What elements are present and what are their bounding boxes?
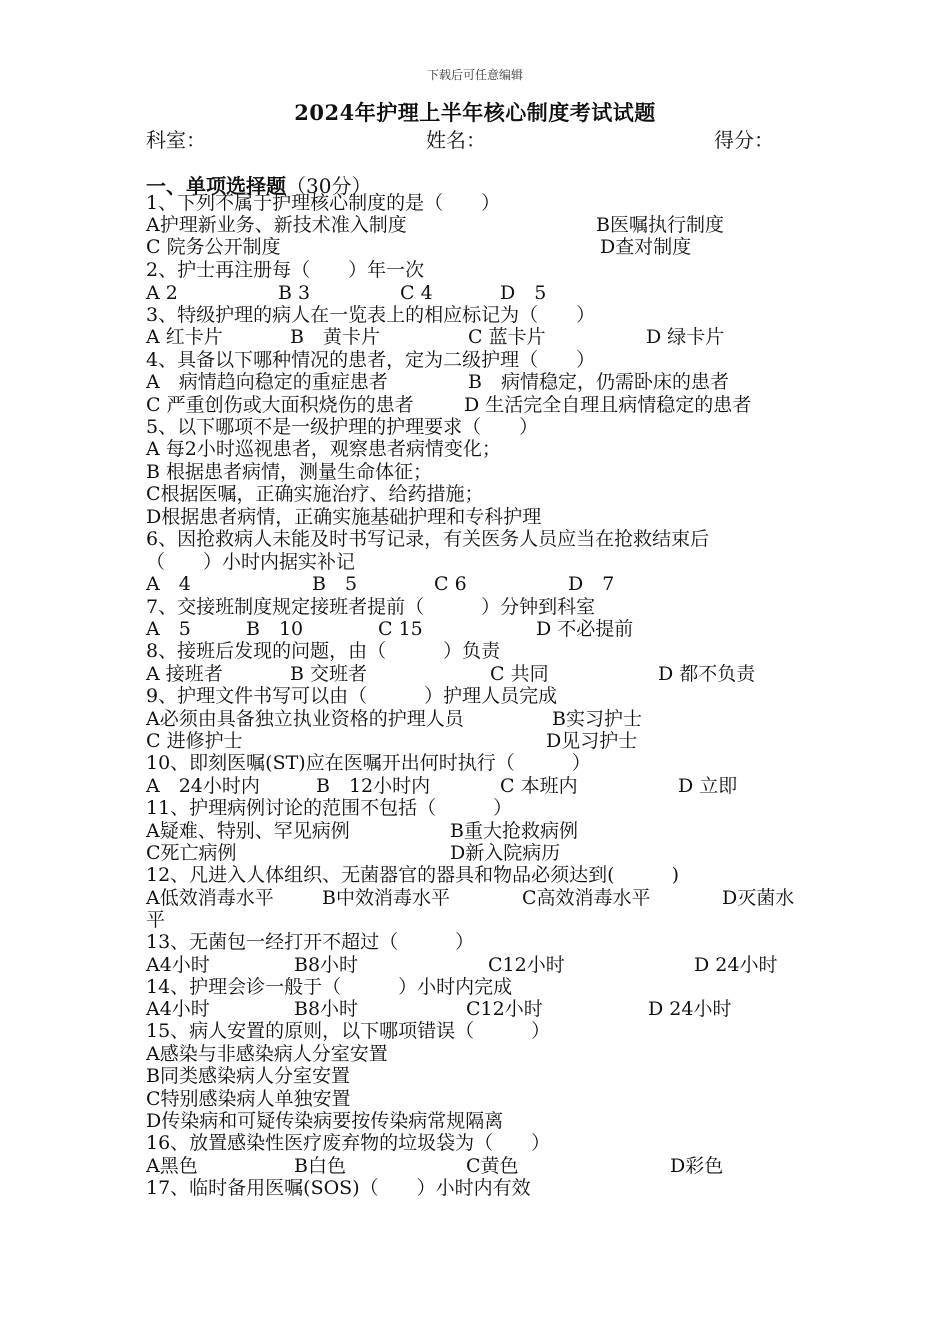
- option: C12小时: [488, 954, 565, 976]
- question-stem: 12、凡进入人体组织、无菌器官的器具和物品必须达到( ): [146, 864, 680, 886]
- option: A低效消毒水平: [146, 887, 274, 909]
- option: A感染与非感染病人分室安置: [146, 1043, 388, 1065]
- question-stem: 17、临时备用医嘱(SOS)（ ）小时内有效: [146, 1177, 531, 1199]
- option: B 根据患者病情，测量生命体征；: [146, 461, 433, 483]
- dept-field-label: 科室：: [146, 128, 206, 152]
- option: B中效消毒水平: [322, 887, 450, 909]
- option: C 15: [378, 618, 423, 640]
- info-fields: [146, 124, 806, 150]
- option: B 12小时内: [316, 775, 431, 797]
- option: A护理新业务、新技术准入制度: [146, 214, 407, 236]
- option: C死亡病例: [146, 842, 237, 864]
- option: C特别感染病人单独安置: [146, 1088, 351, 1110]
- option: D见习护士: [546, 730, 638, 752]
- option: D 7: [568, 573, 615, 595]
- option: D 立即: [678, 775, 738, 797]
- option: A黑色: [146, 1155, 198, 1177]
- score-field-label: 得分：: [714, 128, 774, 152]
- section-points: （30分）: [286, 174, 372, 198]
- option: B白色: [294, 1155, 346, 1177]
- option: A必须由具备独立执业资格的护理人员: [146, 708, 464, 730]
- option: D传染病和可疑传染病要按传染病常规隔离: [146, 1110, 504, 1132]
- question-stem: 14、护理会诊一般于（ ）小时内完成: [146, 976, 513, 998]
- option: D根据患者病情，正确实施基础护理和专科护理: [146, 506, 542, 528]
- page-title: 2024年护理上半年核心制度考试试题: [294, 100, 656, 125]
- section-title: 一、单项选择题: [146, 174, 286, 198]
- option: D 绿卡片: [646, 326, 725, 348]
- option: B 病情稳定，仍需卧床的患者: [468, 371, 729, 393]
- question-stem: 3、特级护理的病人在一览表上的相应标记为（ ）: [146, 304, 596, 326]
- option: B8小时: [294, 954, 359, 976]
- option: B 黄卡片: [290, 326, 380, 348]
- question-stem: 2、护士再注册每（ ）年一次: [146, 259, 425, 281]
- question-stem: 13、无菌包一经打开不超过（ ）: [146, 931, 475, 953]
- option: B 交班者: [290, 663, 368, 685]
- option: A疑难、特别、罕见病例: [146, 820, 350, 842]
- option: D 不必提前: [536, 618, 634, 640]
- option: C 进修护士: [146, 730, 243, 752]
- option: D 24小时: [694, 954, 778, 976]
- question-stem: 5、以下哪项不是一级护理的护理要求（ ）: [146, 416, 539, 438]
- option: D 都不负责: [658, 663, 756, 685]
- option: B重大抢救病例: [450, 820, 578, 842]
- option: C 严重创伤或大面积烧伤的患者: [146, 394, 414, 416]
- option: D 5: [500, 282, 547, 304]
- question-stem: 11、护理病例讨论的范围不包括（ ）: [146, 797, 513, 819]
- option: C高效消毒水平: [522, 887, 651, 909]
- question-stem: 7、交接班制度规定接班者提前（ ）分钟到科室: [146, 596, 596, 618]
- question-stem-continued: （ ）小时内据实补记: [146, 551, 356, 573]
- option: A 2: [146, 282, 178, 304]
- option-wrap: 平: [146, 909, 166, 931]
- option: C 本班内: [500, 775, 578, 797]
- option: A 每2小时巡视患者，观察患者病情变化；: [146, 438, 501, 460]
- question-stem: 4、具备以下哪种情况的患者，定为二级护理（ ）: [146, 349, 596, 371]
- option: C 4: [400, 282, 433, 304]
- option: C根据医嘱，正确实施治疗、给药措施；: [146, 483, 484, 505]
- option: C 蓝卡片: [468, 326, 546, 348]
- question-stem: 6、因抢救病人未能及时书写记录，有关医务人员应当在抢救结束后: [146, 528, 710, 550]
- option: B同类感染病人分室安置: [146, 1065, 350, 1087]
- option: D灭菌水: [722, 887, 795, 909]
- option: B 10: [246, 618, 304, 640]
- option: D彩色: [670, 1155, 724, 1177]
- option: B8小时: [294, 998, 359, 1020]
- option: C12小时: [466, 998, 543, 1020]
- option: C 6: [434, 573, 467, 595]
- header-note: 下载后可任意编辑: [426, 68, 523, 82]
- option: C黄色: [466, 1155, 519, 1177]
- option: D查对制度: [600, 236, 692, 258]
- option: D 24小时: [648, 998, 732, 1020]
- name-field-label: 姓名：: [426, 128, 486, 152]
- question-stem: 15、病人安置的原则，以下哪项错误（ ）: [146, 1020, 551, 1042]
- option: A 红卡片: [146, 326, 223, 348]
- question-stem: 10、即刻医嘱(ST)应在医嘱开出何时执行（ ）: [146, 752, 591, 774]
- question-stem: 9、护理文件书写可以由（ ）护理人员完成: [146, 685, 558, 707]
- option: A 接班者: [146, 663, 223, 685]
- option: A 5: [146, 618, 191, 640]
- question-stem: 8、接班后发现的问题，由（ ）负责: [146, 640, 501, 662]
- option: A 病情趋向稳定的重症患者: [146, 371, 388, 393]
- option: C 院务公开制度: [146, 236, 281, 258]
- option: B 3: [278, 282, 311, 304]
- option: A 24小时内: [146, 775, 260, 797]
- option: B 5: [312, 573, 358, 595]
- option: D新入院病历: [450, 842, 561, 864]
- option: C 共同: [490, 663, 549, 685]
- option: B医嘱执行制度: [596, 214, 724, 236]
- option: B实习护士: [552, 708, 642, 730]
- option: A4小时: [146, 998, 210, 1020]
- question-stem: 16、放置感染性医疗废弃物的垃圾袋为（ ）: [146, 1132, 551, 1154]
- option: A 4: [146, 573, 191, 595]
- option: A4小时: [146, 954, 210, 976]
- question-stem: 1、下列不属于护理核心制度的是（ ）: [146, 192, 501, 214]
- option: D 生活完全自理且病情稳定的患者: [464, 394, 752, 416]
